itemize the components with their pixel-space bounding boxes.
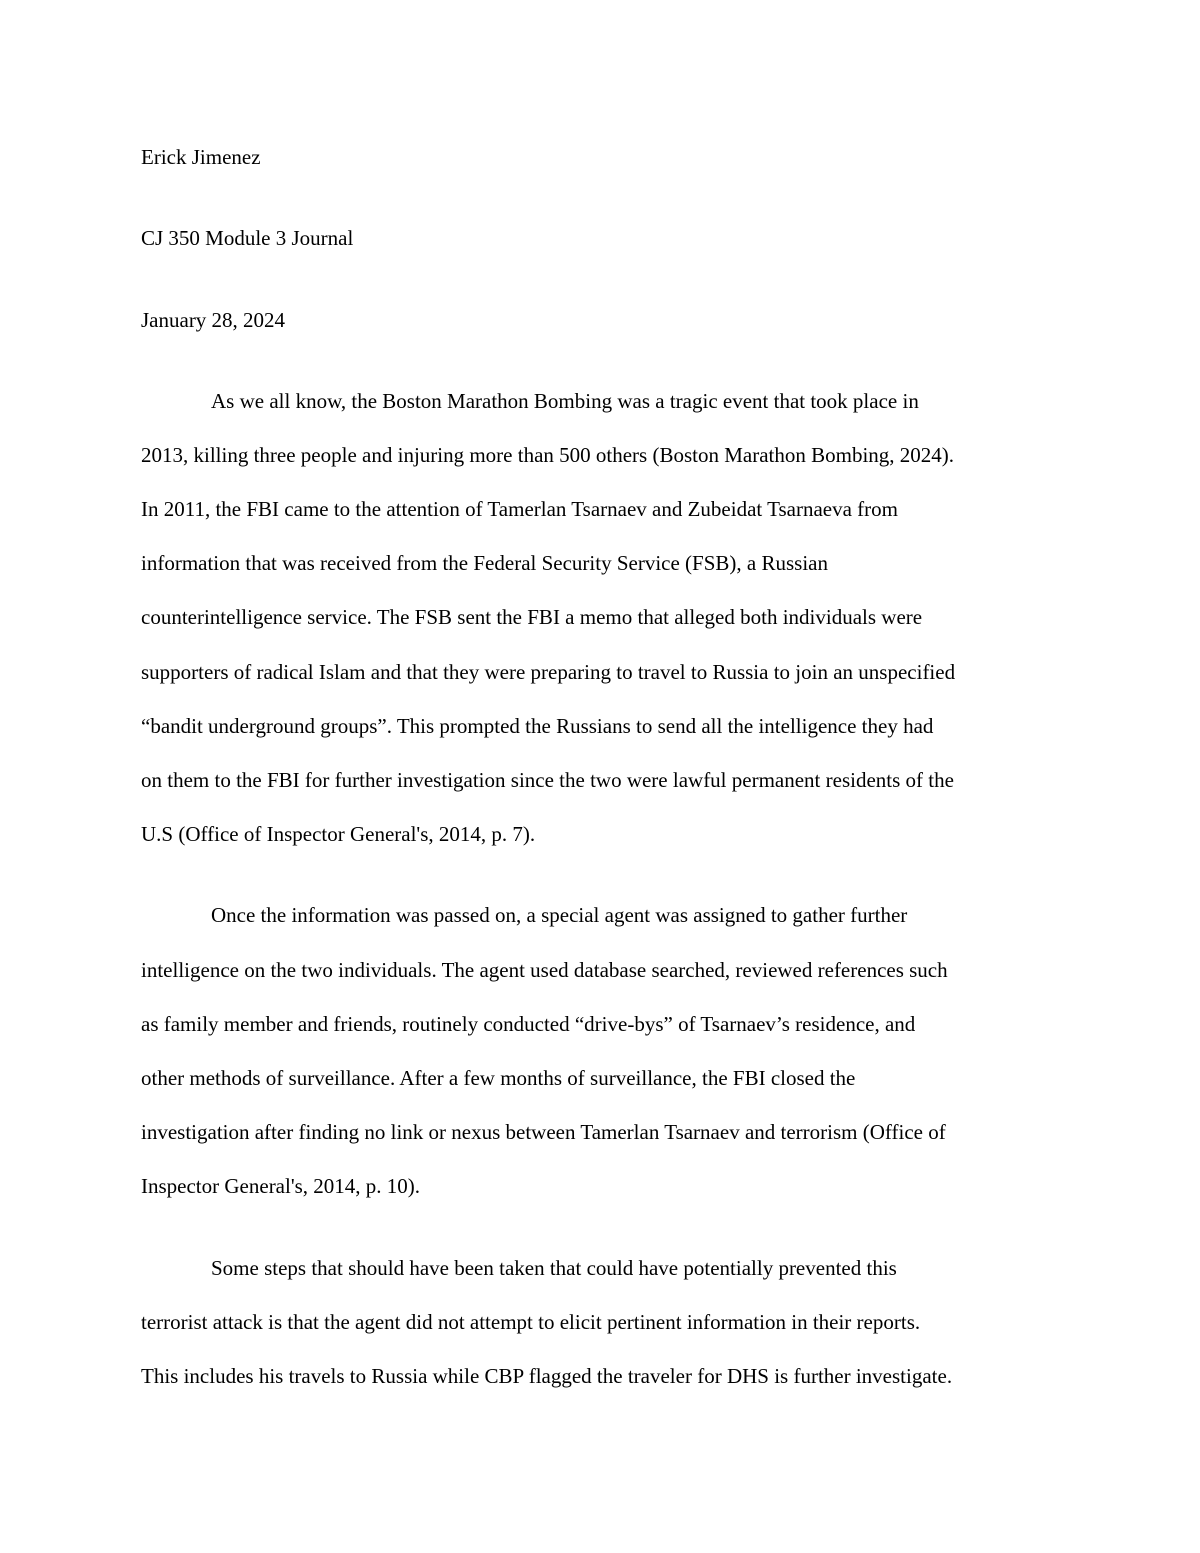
paragraph-line: on them to the FBI for further investigation since the two were lawful permanent residents of the xyxy=(141,768,954,792)
paragraph-line: information that was received from the Federal Security Service (FSB), a Russian xyxy=(141,551,828,575)
paragraph-line: as family member and friends, routinely conducted “drive-bys” of Tsarnaev’s residence, and xyxy=(141,1012,916,1036)
paragraph-line: U.S (Office of Inspector General's, 2014, p. 7). xyxy=(141,822,536,846)
paragraph-line: investigation after finding no link or nexus between Tamerlan Tsarnaev and terrorism (Office of xyxy=(141,1120,946,1144)
document-date: January 28, 2024 xyxy=(141,308,286,332)
paragraph-line: In 2011, the FBI came to the attention of Tamerlan Tsarnaev and Zubeidat Tsarnaeva from xyxy=(141,497,898,521)
paragraph-line: Some steps that should have been taken that could have potentially prevented this xyxy=(211,1256,897,1280)
paragraph-line: supporters of radical Islam and that they were preparing to travel to Russia to join an unspecified xyxy=(141,660,956,684)
paragraph-line: Inspector General's, 2014, p. 10). xyxy=(141,1174,421,1198)
paragraph-line: intelligence on the two individuals. The agent used database searched, reviewed references such xyxy=(141,958,948,982)
paragraph-line: This includes his travels to Russia while CBP flagged the traveler for DHS is further investigate. xyxy=(141,1364,953,1388)
course-title: CJ 350 Module 3 Journal xyxy=(141,226,354,250)
paragraph-line: As we all know, the Boston Marathon Bombing was a tragic event that took place in xyxy=(211,389,919,413)
paragraph-line: Once the information was passed on, a special agent was assigned to gather further xyxy=(211,903,908,927)
author-name: Erick Jimenez xyxy=(141,145,261,169)
paragraph-line: terrorist attack is that the agent did not attempt to elicit pertinent information in their reports. xyxy=(141,1310,921,1334)
paragraph-line: counterintelligence service. The FSB sent the FBI a memo that alleged both individuals were xyxy=(141,605,923,629)
paragraph-line: 2013, killing three people and injuring more than 500 others (Boston Marathon Bombing, 2024). xyxy=(141,443,955,467)
paragraph-line: other methods of surveillance. After a few months of surveillance, the FBI closed the xyxy=(141,1066,856,1090)
paragraph-line: “bandit underground groups”. This prompted the Russians to send all the intelligence they had xyxy=(141,714,934,738)
